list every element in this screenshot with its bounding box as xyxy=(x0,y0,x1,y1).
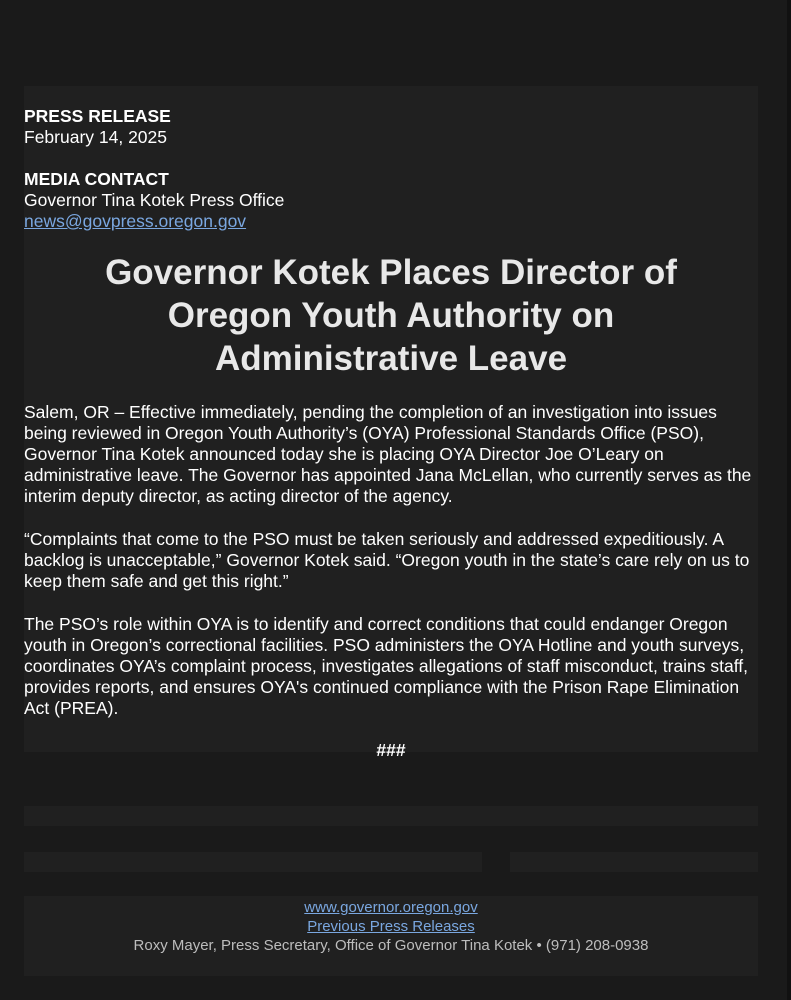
divider-band xyxy=(24,806,758,826)
media-contact-label: MEDIA CONTACT xyxy=(24,169,169,189)
spacer xyxy=(24,148,758,169)
divider-band-right xyxy=(510,852,758,872)
body-paragraph-3: The PSO’s role within OYA is to identify and correct conditions that could endanger Oregon youth in Oregon’s correctional facilities. PSO administers the OYA Hotline and youth surveys, coordinates OYA’s complaint process, investigates allegations of staff misconduct, trains staff, provides reports, and ensures OYA's continued compliance with the Prison Rape Elimination Act (PREA). xyxy=(24,614,749,718)
contact-email-link[interactable]: news@govpress.oregon.gov xyxy=(24,211,247,231)
previous-releases-link[interactable]: Previous Press Releases xyxy=(307,918,475,935)
press-release-card xyxy=(24,86,758,760)
end-mark: ### xyxy=(376,740,406,760)
footer xyxy=(24,896,758,976)
footer-credit: Roxy Mayer, Press Secretary, Office of Governor Tina Kotek • (971) 208-0938 xyxy=(133,937,649,954)
website-link[interactable]: www.governor.oregon.gov xyxy=(304,899,478,916)
body-paragraph-2: “Complaints that come to the PSO must be taken seriously and addressed expeditiously. A backlog is unacceptable,” Governor Kotek said. “Oregon youth in the state’s care rely on us to keep them safe and get this right.” xyxy=(24,529,750,591)
window-edge xyxy=(787,0,791,1000)
headline: Governor Kotek Places Director of Oregon Youth Authority on Administrative Leave xyxy=(105,253,677,378)
contact-office: Governor Tina Kotek Press Office xyxy=(24,190,285,210)
press-release-label: PRESS RELEASE xyxy=(24,106,171,126)
release-date: February 14, 2025 xyxy=(24,127,168,147)
body-paragraph-1: Salem, OR – Effective immediately, pending the completion of an investigation into issues being reviewed in Oregon Youth Authority’s (OYA) Professional Standards Office (PSO), Governor Tina Kotek announced today she is placing OYA Director Joe O’Leary on administrative leave. The Governor has appointed Jana McLellan, who currently serves as the interim deputy director, as acting director of the agency. xyxy=(24,402,752,506)
divider-band-left xyxy=(24,852,482,872)
